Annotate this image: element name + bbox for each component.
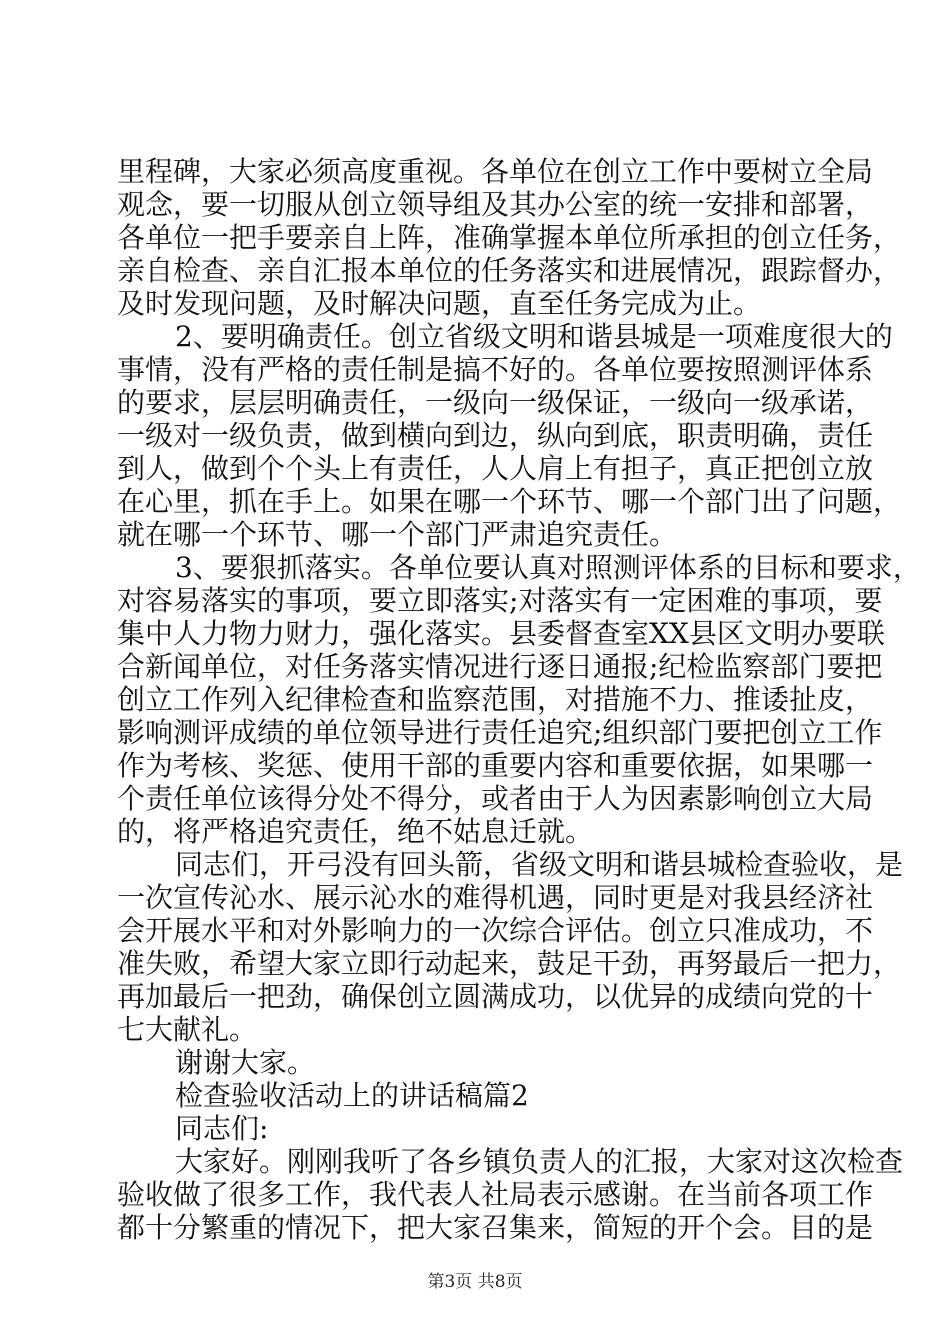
text-line: 里程碑，大家必须高度重视。各单位在创立工作中要树立全局 (117, 155, 874, 188)
text-line: 合新闻单位，对任务落实情况进行逐日通报;纪检监察部门要把 (117, 650, 883, 683)
text-line: 创立工作列入纪律检查和监察范围，对措施不力、推诿扯皮， (117, 683, 874, 716)
text-line: 会开展水平和对外影响力的一次综合评估。创立只准成功，不 (117, 914, 874, 947)
text-line: 集中人力物力财力，强化落实。县委督查室XX县区文明办要联 (117, 617, 885, 650)
text-line: 一级对一级负责，做到横向到边，纵向到底，职责明确，责任 (117, 419, 874, 452)
text-line: 作为考核、奖惩、使用干部的重要内容和重要依据，如果哪一 (117, 749, 874, 782)
text-line: 2、要明确责任。创立省级文明和谐县城是一项难度很大的 (175, 320, 893, 353)
text-line: 大家好。刚刚我听了各乡镇负责人的汇报，大家对这次检查 (175, 1145, 904, 1178)
text-line: 到人，做到个个头上有责任，人人肩上有担子，真正把创立放 (117, 452, 874, 485)
text-line: 的要求，层层明确责任，一级向一级保证，一级向一级承诺， (117, 386, 874, 419)
text-line: 个责任单位该得分处不得分，或者由于人为因素影响创立大局 (117, 782, 874, 815)
page-footer: 第3页 共8页 (427, 1272, 523, 1292)
text-line: 谢谢大家。 (175, 1046, 316, 1079)
text-line: 对容易落实的事项，要立即落实;对落实有一定困难的事项，要 (117, 584, 883, 617)
text-line: 就在哪一个环节、哪一个部门严肃追究责任。 (117, 518, 678, 551)
text-line: 同志们，开弓没有回头箭，省级文明和谐县城检查验收，是 (175, 848, 904, 881)
text-line: 检查验收活动上的讲话稿篇2 (175, 1079, 529, 1112)
text-line: 的，将严格追究责任，绝不姑息迁就。 (117, 815, 594, 848)
text-line: 观念，要一切服从创立领导组及其办公室的统一安排和部署， (117, 188, 874, 221)
text-line: 一次宣传沁水、展示沁水的难得机遇，同时更是对我县经济社 (117, 881, 874, 914)
text-line: 七大献礼。 (117, 1013, 258, 1046)
text-line: 准失败，希望大家立即行动起来，鼓足干劲，再努最后一把力， (117, 947, 902, 980)
text-line: 影响测评成绩的单位领导进行责任追究;组织部门要把创立工作 (117, 716, 883, 749)
text-line: 都十分繁重的情况下，把大家召集来，简短的开个会。目的是 (117, 1211, 874, 1244)
text-line: 在心里，抓在手上。如果在哪一个环节、哪一个部门出了问题， (117, 485, 902, 518)
text-line: 同志们: (175, 1112, 269, 1145)
text-line: 验收做了很多工作，我代表人社局表示感谢。在当前各项工作 (117, 1178, 874, 1211)
text-line: 再加最后一把劲，确保创立圆满成功，以优异的成绩向党的十 (117, 980, 874, 1013)
text-line: 各单位一把手要亲自上阵，准确掌握本单位所承担的创立任务， (117, 221, 902, 254)
text-line: 亲自检查、亲自汇报本单位的任务落实和进展情况，跟踪督办， (117, 254, 902, 287)
text-line: 及时发现问题，及时解决问题，直至任务完成为止。 (117, 287, 762, 320)
text-line: 事情，没有严格的责任制是搞不好的。各单位要按照测评体系 (117, 353, 874, 386)
text-line: 3、要狠抓落实。各单位要认真对照测评体系的目标和要求， (175, 551, 921, 584)
